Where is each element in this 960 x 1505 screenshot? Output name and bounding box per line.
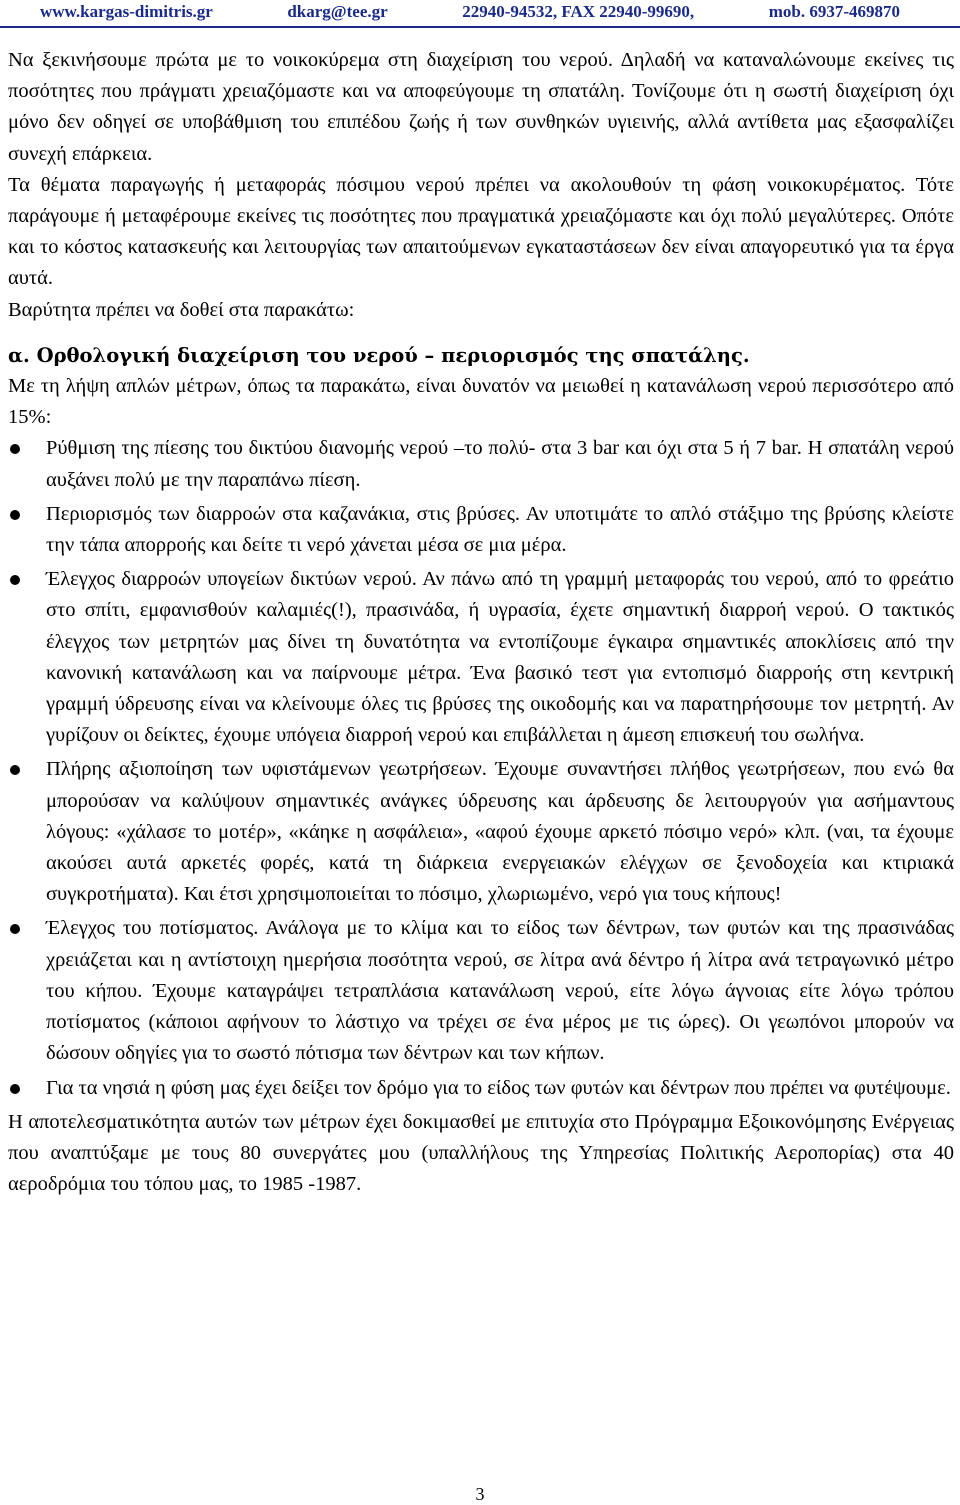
document-body — [8, 45, 954, 1200]
header-mobile: mob. 6937-469870 — [768, 2, 900, 21]
intro-paragraph-2: Τα θέματα παραγωγής ή μεταφοράς πόσιμου νερού πρέπει να ακολουθούν τη φάση νοικοκυρέματος. Τότε παράγουμε ή μεταφέρουμε εκείνες τις ποσότητες που πραγματικά χρειαζόμαστε και όχι πολύ μεγαλύτερες. Οπότε και το κόστος κατασκευής και λειτουργίας των απαιτούμενων εγκαταστάσεων δεν είναι απαγορευτικό για τα έργα αυτά. — [8, 173, 954, 290]
bullet-icon — [10, 765, 20, 775]
bullet-icon — [10, 1084, 20, 1094]
list-item-text: Περιορισμός των διαρροών στα καζανάκια, στις βρύσες. Αν υποτιμάτε το απλό στάξιμο της βρύσης κλείστε την τάπα απορροής και δείτε τι νερό χάνεται μέσα σε μια μέρα. — [46, 502, 954, 557]
section-a-heading: α. Ορθολογική διαχείριση του νερού – περιορισμός της σπατάλης. — [8, 343, 750, 367]
list-item — [8, 1073, 954, 1104]
bullet-icon — [10, 510, 20, 520]
closing-paragraph: Η αποτελεσματικότητα αυτών των μέτρων έχει δοκιμασθεί με επιτυχία στο Πρόγραμμα Εξοικονόμησης Ενέργειας που αναπτύξαμε με τους 80 συνεργάτες μου (υπαλλήλους της Υπηρεσίας Πολιτικής Αεροπορίας) στα 40 αεροδρόμια του τόπου μας, το 1985 -1987. — [8, 1110, 954, 1196]
bullet-icon — [10, 924, 20, 934]
paragraph-spacer — [8, 326, 954, 340]
header-contact-line — [40, 2, 900, 22]
intro-paragraph-1: Να ξεκινήσουμε πρώτα με το νοικοκύρεμα στη διαχείριση του νερού. Δηλαδή να καταναλώνουμε εκείνες τις ποσότητες που πράγματι χρειαζόμαστε και να αποφεύγουμε τη σπατάλη. Τονίζουμε ότι η σωστή διαχείριση όχι μόνο δεν οδηγεί σε υποβάθμιση του επιπέδου ζωής ή των συνθηκών υγιεινής, αλλά αντίθετα μας εξασφαλίζει συνεχή επάρκεια. — [8, 49, 954, 165]
bullet-icon — [10, 444, 20, 454]
section-a-lead: Με τη λήψη απλών μέτρων, όπως τα παρακάτω, είναι δυνατόν να μειωθεί η κατανάλωση νερού περισσότερο από 15%: — [8, 375, 954, 429]
bullet-icon — [10, 575, 20, 585]
list-item — [8, 499, 954, 561]
page-number: 3 — [475, 1484, 485, 1504]
list-item — [8, 564, 954, 751]
list-item-text: Έλεγχος του ποτίσματος. Ανάλογα με το κλίμα και το είδος των δέντρων, των φυτών και της πρασινάδας χρειάζεται και η αντίστοιχη ημερήσια ποσότητα νερού, σε λίτρα ανά δέντρο ή λίτρα ανά τετραγωνικό μέτρο του κήπου. Έχουμε καταγράψει τετραπλάσια κατανάλωση νερού, είτε λόγω άγνοιας είτε λόγω τρόπου ποτίσματος (κάποιοι αφήνουν το λάστιχο να τρέχει σε ένα μέρος με τις ώρες). Οι γεωπόνοι μπορούν να δώσουν οδηγίες για το σωστό πότισμα των δέντρων και των κήπων. — [46, 917, 954, 1065]
measures-list — [8, 433, 954, 1103]
header-divider — [0, 26, 960, 28]
list-item-text: Έλεγχος διαρροών υπογείων δικτύων νερού. Αν πάνω από τη γραμμή μεταφοράς του νερού, από το φρεάτιο στο σπίτι, εμφανισθούν καλαμιές(!), πρασινάδα, ή υγρασία, έχετε σημαντική διαρροή νερού. Ο τακτικός έλεγχος των μετρητών μας δίνει τη δυνατότητα να εντοπίζουμε έγκαιρα σημαντικές αποκλίσεις από την κανονική κατανάλωση και να παίρνουμε μέτρα. Ένα βασικό τεστ για εντοπισμό διαρροής στη κεντρική γραμμή ύδρευσης είναι να κλείνουμε όλες τις βρύσες της οικοδομής και να παρατηρήσουμε τον μετρητή. Αν γυρίζουν οι δείκτες, έχουμε υπόγεια διαρροή νερού και επιβάλλεται η άμεση επισκευή του σωλήνα. — [46, 568, 954, 747]
list-item — [8, 913, 954, 1069]
list-item-text: Ρύθμιση της πίεσης του δικτύου διανομής νερού –το πολύ- στα 3 bar και όχι στα 5 ή 7 bar. Η σπατάλη νερού αυξάνει πολύ με την παραπάνω πίεση. — [46, 437, 954, 491]
page-header — [0, 0, 960, 28]
header-email[interactable]: dkarg@tee.gr — [287, 2, 388, 21]
header-website[interactable]: www.kargas-dimitris.gr — [40, 2, 213, 21]
header-phones: 22940-94532, FAX 22940-99690, — [462, 2, 695, 21]
intro-paragraph-3: Βαρύτητα πρέπει να δοθεί στα παρακάτω: — [8, 298, 355, 321]
list-item — [8, 754, 954, 910]
list-item — [8, 433, 954, 495]
list-item-text: Πλήρης αξιοποίηση των υφιστάμενων γεωτρήσεων. Έχουμε συναντήσει πλήθος γεωτρήσεων, που ενώ θα μπορούσαν να καλύψουν σημαντικές ανάγκες ύδρευσης και άρδευσης δε λειτουργούν για ασήμαντους λόγους: «χάλασε το μοτέρ», «κάηκε η ασφάλεια», «αφού έχουμε αρκετό πόσιμο νερό» κλπ. (ναι, τα έχουμε ακούσει αυτά αρκετές φορές, κατά τη διάρκεια ενεργειακών ελέγχων σε ξενοδοχεία και κτιριακά συγκροτήματα). Και έτσι χρησιμοποιείται το πόσιμο, χλωριωμένο, νερό για τους κήπους! — [46, 758, 954, 906]
list-item-text: Για τα νησιά η φύση μας έχει δείξει τον δρόμο για το είδος των φυτών και δέντρων που πρέπει να φυτέψουμε. — [46, 1076, 951, 1099]
